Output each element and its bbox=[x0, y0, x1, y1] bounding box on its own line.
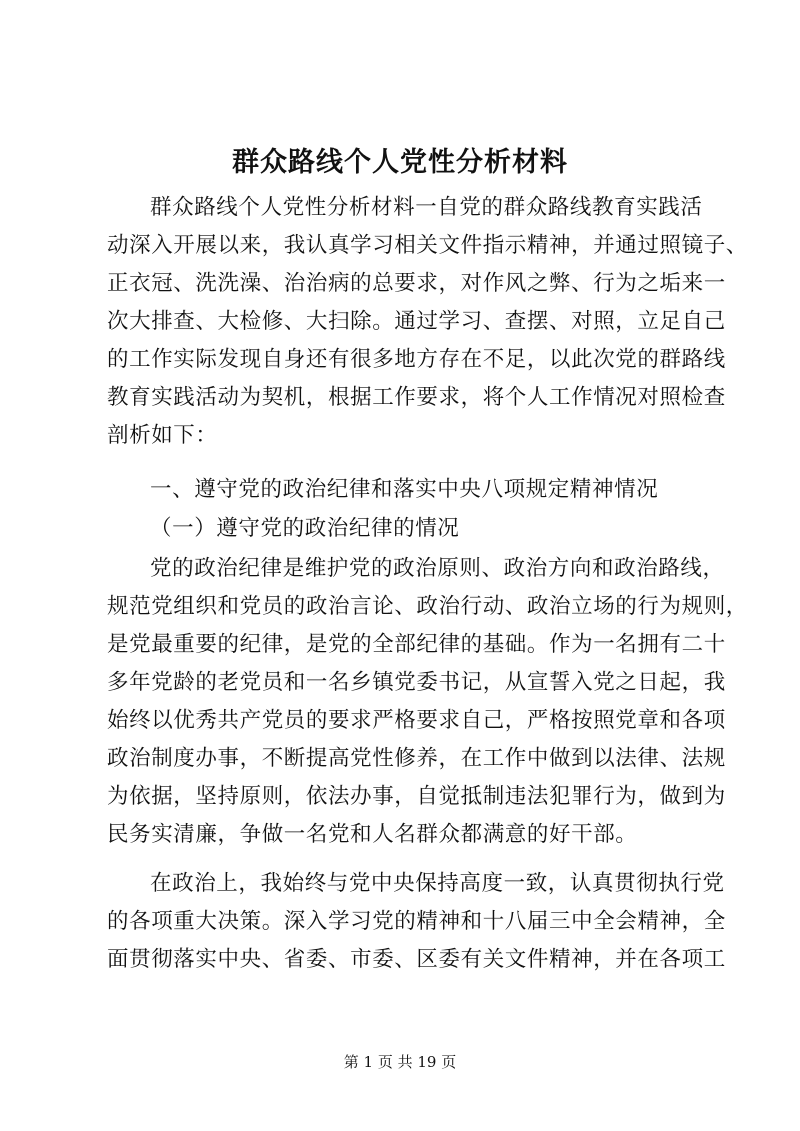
paragraph-line: 多年党龄的老党员和一名乡镇党委书记，从宣誓入党之日起，我 bbox=[107, 670, 726, 695]
page-footer: 第 1 页 共 19 页 bbox=[343, 1053, 457, 1071]
subsection-heading: （一）遵守党的政治纪律的情况 bbox=[150, 516, 460, 541]
paragraph-line: 的工作实际发现自身还有很多地方存在不足，以此次党的群路线 bbox=[107, 347, 726, 372]
paragraph-line: 党的政治纪律是维护党的政治原则、政治方向和政治路线， bbox=[150, 556, 725, 581]
paragraph-line: 的各项重大决策。深入学习党的精神和十八届三中全会精神，全 bbox=[107, 909, 726, 934]
paragraph-line: 动深入开展以来，我认真学习相关文件指示精神，并通过照镜子、 bbox=[107, 233, 748, 258]
paragraph-line: 是党最重要的纪律，是党的全部纪律的基础。作为一名拥有二十 bbox=[107, 632, 726, 657]
paragraph-line: 规范党组织和党员的政治言论、政治行动、政治立场的行为规则， bbox=[107, 594, 748, 619]
document-title: 群众路线个人党性分析材料 bbox=[232, 147, 568, 178]
paragraph-line: 为依据，坚持原则，依法办事，自觉抵制违法犯罪行为，做到为 bbox=[107, 784, 726, 809]
paragraph-line: 群众路线个人党性分析材料一自党的群众路线教育实践活 bbox=[150, 195, 703, 220]
paragraph-line: 剖析如下： bbox=[107, 423, 218, 448]
section-heading: 一、遵守党的政治纪律和落实中央八项规定精神情况 bbox=[150, 477, 659, 502]
paragraph-line: 在政治上，我始终与党中央保持高度一致，认真贯彻执行党 bbox=[150, 871, 725, 896]
paragraph-line: 始终以优秀共产党员的要求严格要求自己，严格按照党章和各项 bbox=[107, 708, 726, 733]
paragraph-line: 民务实清廉，争做一名党和人名群众都满意的好干部。 bbox=[107, 822, 638, 847]
paragraph-line: 正衣冠、洗洗澡、治治病的总要求，对作风之弊、行为之垢来一 bbox=[107, 271, 726, 296]
paragraph-line: 政治制度办事，不断提高党性修养，在工作中做到以法律、法规 bbox=[107, 746, 726, 771]
paragraph-line: 面贯彻落实中央、省委、市委、区委有关文件精神，并在各项工 bbox=[107, 947, 726, 972]
paragraph-line: 次大排查、大检修、大扫除。通过学习、查摆、对照，立足自己 bbox=[107, 309, 726, 334]
paragraph-line: 教育实践活动为契机，根据工作要求，将个人工作情况对照检查 bbox=[107, 385, 726, 410]
